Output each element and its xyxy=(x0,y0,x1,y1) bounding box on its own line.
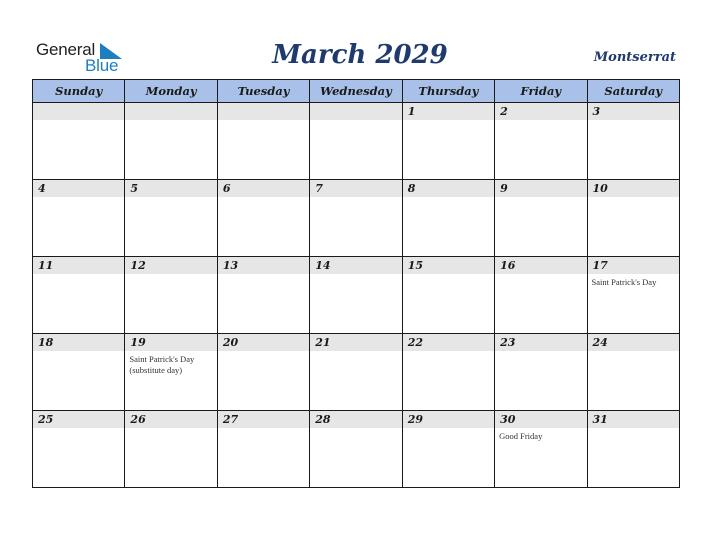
day-number-bar xyxy=(495,334,586,351)
day-cell xyxy=(402,257,494,334)
day-number-bar xyxy=(125,180,216,197)
day-number-bar xyxy=(218,103,309,120)
day-number: 22 xyxy=(407,336,423,349)
day-number-bar xyxy=(495,257,586,274)
day-cell xyxy=(495,411,587,488)
day-cell xyxy=(217,334,309,411)
day-number-bar xyxy=(218,334,309,351)
day-number-bar xyxy=(125,411,216,428)
day-cell xyxy=(33,334,125,411)
day-number: 2 xyxy=(500,105,508,118)
day-cell xyxy=(402,103,494,180)
weekday-header: Tuesday xyxy=(217,80,309,103)
day-number: 1 xyxy=(407,105,416,118)
day-number-bar xyxy=(403,334,494,351)
weekday-header: Thursday xyxy=(402,80,494,103)
day-cell xyxy=(217,257,309,334)
day-number: 8 xyxy=(407,182,416,195)
holiday-event-line: (substitute day) xyxy=(129,365,183,375)
day-number: 27 xyxy=(222,413,239,426)
day-cell xyxy=(125,334,217,411)
day-number-bar xyxy=(403,180,494,197)
weekday-header: Wednesday xyxy=(310,80,402,103)
day-number: 28 xyxy=(315,413,331,426)
day-cell xyxy=(587,103,679,180)
day-number: 23 xyxy=(500,336,516,349)
day-number-bar xyxy=(403,103,494,120)
week-row xyxy=(33,103,680,180)
holiday-event-line: Good Friday xyxy=(499,431,543,441)
day-number: 6 xyxy=(222,182,231,195)
day-number: 29 xyxy=(407,413,423,426)
day-cell xyxy=(125,411,217,488)
day-cell xyxy=(125,257,217,334)
weekday-header: Sunday xyxy=(33,80,125,103)
day-cell xyxy=(310,411,402,488)
weekday-header: Monday xyxy=(125,80,217,103)
day-number-bar xyxy=(125,257,216,274)
day-cell xyxy=(33,411,125,488)
day-number: 14 xyxy=(315,259,331,272)
day-number: 20 xyxy=(222,336,239,349)
day-number-bar xyxy=(588,103,679,120)
day-number-bar xyxy=(588,411,679,428)
holiday-event xyxy=(588,274,679,288)
day-number: 5 xyxy=(130,182,139,195)
day-cell xyxy=(587,334,679,411)
day-number-bar xyxy=(218,180,309,197)
day-cell xyxy=(217,180,309,257)
day-number: 13 xyxy=(222,259,239,272)
weekday-header-row xyxy=(33,80,680,103)
holiday-event xyxy=(125,351,216,376)
logo-word-blue: Blue xyxy=(85,56,119,75)
holiday-event-line: Saint Patrick's Day xyxy=(591,277,657,287)
day-cell xyxy=(402,411,494,488)
weekday-header: Saturday xyxy=(587,80,679,103)
day-number-bar xyxy=(403,257,494,274)
holiday-event-line: Saint Patrick's Day xyxy=(129,354,195,364)
day-number: 4 xyxy=(38,182,46,195)
day-cell xyxy=(33,180,125,257)
day-cell xyxy=(587,180,679,257)
day-number: 3 xyxy=(592,105,601,118)
day-cell xyxy=(125,180,217,257)
day-number: 25 xyxy=(38,413,54,426)
day-cell xyxy=(495,180,587,257)
day-number-bar xyxy=(33,180,124,197)
day-number: 21 xyxy=(315,336,331,349)
day-cell xyxy=(402,180,494,257)
day-number-bar xyxy=(310,334,401,351)
day-number: 19 xyxy=(130,336,146,349)
day-number: 16 xyxy=(500,259,516,272)
weekday-header: Friday xyxy=(495,80,587,103)
day-number-bar xyxy=(218,411,309,428)
day-number: 30 xyxy=(500,413,516,426)
day-number-bar xyxy=(403,411,494,428)
day-cell xyxy=(310,103,402,180)
region-label: Montserrat xyxy=(593,50,676,65)
day-number-bar xyxy=(495,103,586,120)
day-number-bar xyxy=(495,411,586,428)
day-cell xyxy=(217,411,309,488)
day-number: 17 xyxy=(592,259,608,272)
day-number-bar xyxy=(310,257,401,274)
day-cell xyxy=(125,103,217,180)
day-number: 11 xyxy=(38,259,54,272)
calendar-grid xyxy=(32,79,680,488)
week-row xyxy=(33,180,680,257)
day-cell xyxy=(402,334,494,411)
holiday-event xyxy=(495,428,586,442)
day-cell xyxy=(587,411,679,488)
day-number-bar xyxy=(125,334,216,351)
day-number-bar xyxy=(310,180,401,197)
day-number: 24 xyxy=(592,336,608,349)
day-cell xyxy=(587,257,679,334)
day-cell xyxy=(495,257,587,334)
day-cell xyxy=(33,103,125,180)
day-number: 26 xyxy=(130,413,146,426)
week-row xyxy=(33,334,680,411)
day-number: 31 xyxy=(592,413,608,426)
day-number-bar xyxy=(33,103,124,120)
day-number-bar xyxy=(310,103,401,120)
week-row xyxy=(33,257,680,334)
day-number-bar xyxy=(495,180,586,197)
day-number-bar xyxy=(310,411,401,428)
day-number: 7 xyxy=(315,182,323,195)
generalblue-logo xyxy=(36,40,136,74)
day-number-bar xyxy=(588,334,679,351)
day-cell xyxy=(217,103,309,180)
day-cell xyxy=(495,334,587,411)
day-number-bar xyxy=(588,180,679,197)
day-number: 9 xyxy=(500,182,508,195)
day-number-bar xyxy=(125,103,216,120)
day-number-bar xyxy=(218,257,309,274)
day-number-bar xyxy=(33,334,124,351)
day-number: 18 xyxy=(38,336,54,349)
logo-word-general: General xyxy=(36,40,96,59)
day-cell xyxy=(33,257,125,334)
week-row xyxy=(33,411,680,488)
calendar-title: March 2029 xyxy=(272,40,448,70)
day-number: 15 xyxy=(407,259,423,272)
day-cell xyxy=(310,334,402,411)
day-number-bar xyxy=(33,257,124,274)
day-number: 10 xyxy=(592,182,608,195)
day-number: 12 xyxy=(130,259,146,272)
day-number-bar xyxy=(588,257,679,274)
day-cell xyxy=(495,103,587,180)
day-cell xyxy=(310,180,402,257)
day-cell xyxy=(310,257,402,334)
day-number-bar xyxy=(33,411,124,428)
